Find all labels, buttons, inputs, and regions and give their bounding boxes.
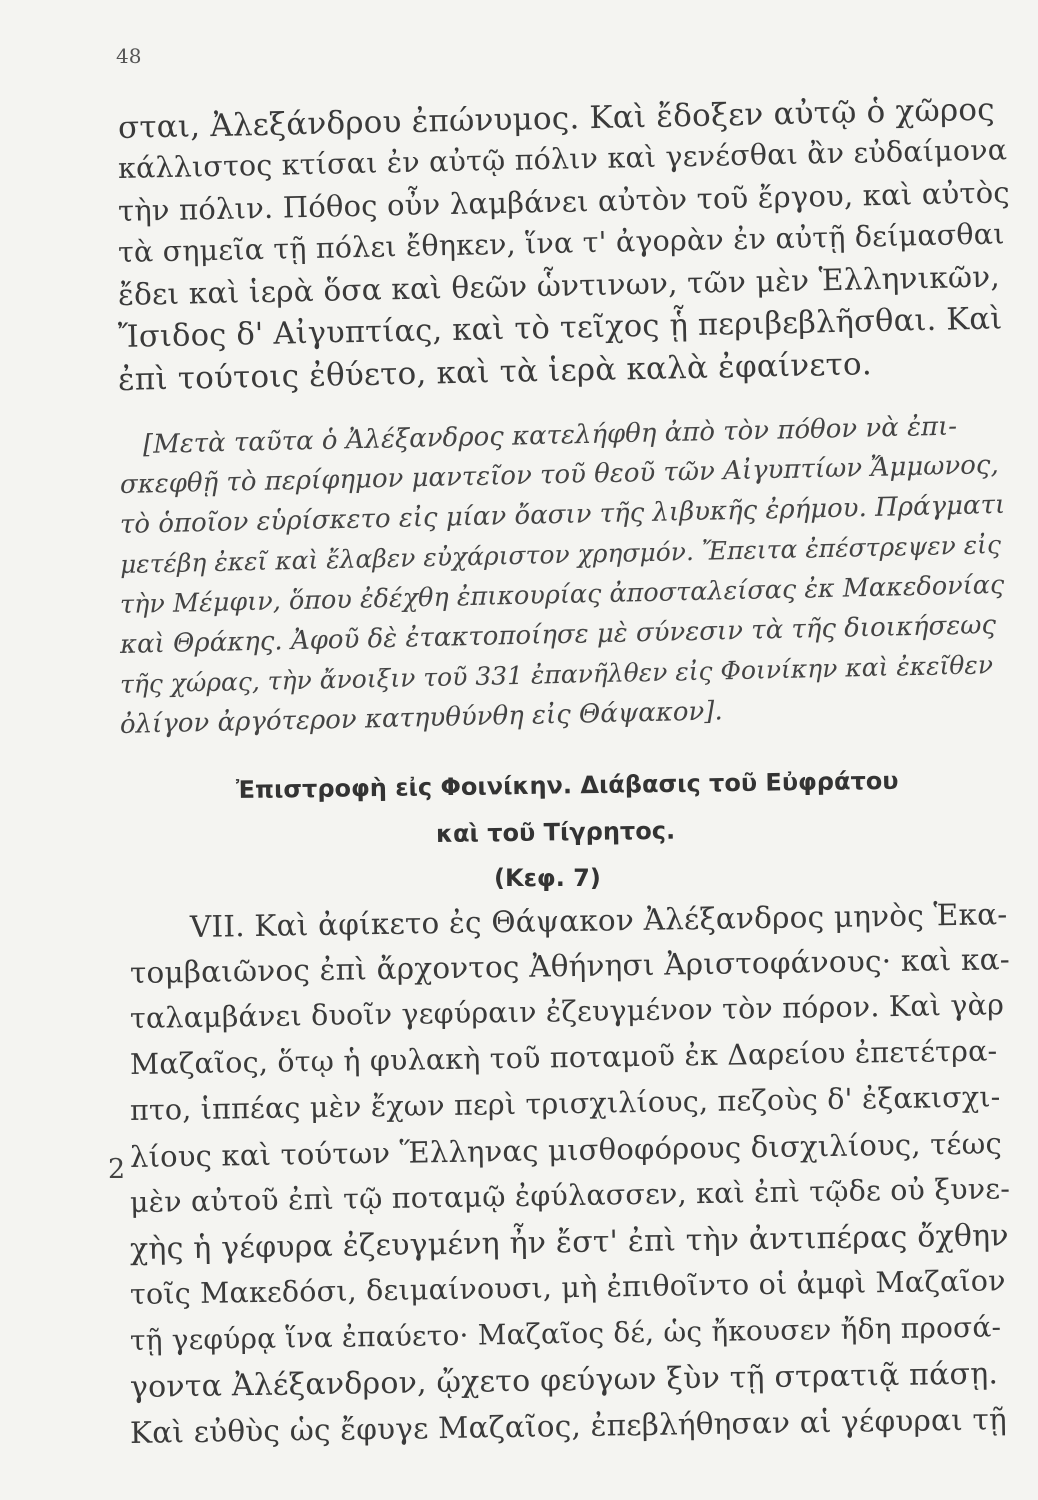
text-line: πτο, ἱππέας μὲν ἔχων περὶ τρισχιλίους, πεζοὺς δ' ἐξακισχι- bbox=[129, 1080, 1001, 1127]
text-line: ἐπὶ τούτοις ἐθύετο, καὶ τὰ ἱερὰ καλὰ ἐφαίνετο. bbox=[117, 346, 873, 398]
text-line: τὴν Μέμφιν, ὅπου ἐδέχθη ἐπικουρίας ἀποσταλείσας ἐκ Μακεδονίας bbox=[119, 569, 1005, 620]
text-line: ἔδει καὶ ἱερὰ ὅσα καὶ θεῶν ὧντινων, τῶν μὲν Ἑλληνικῶν, bbox=[117, 259, 1001, 312]
text-line: καὶ Θράκης. Ἀφοῦ δὲ ἐτακτοποίησε μὲ σύνεσιν τὰ τῆς διοικήσεως bbox=[119, 610, 997, 660]
text-line: σται, Ἀλεξάνδρου ἐπώνυμος. Καὶ ἔδοξεν αὐτῷ ὁ χῶρος bbox=[117, 91, 996, 146]
text-line: λίους καὶ τούτων Ἕλληνας μισθοφόρους δισχιλίους, τέως bbox=[129, 1126, 1003, 1174]
text-line: τὸ ὁποῖον εὑρίσκετο εἰς μίαν ὄασιν τῆς λιβυκῆς ἐρήμου. Πράγματι bbox=[119, 489, 1006, 540]
text-line: τῇ γεφύρᾳ ἵνα ἐπαύετο· Μαζαῖος δέ, ὡς ἤκουσεν ἤδη προσά- bbox=[129, 1310, 1002, 1357]
text-line: ὀλίγον ἀργότερον κατηυθύνθη εἰς Θάψακον]. bbox=[119, 696, 723, 740]
heading-line-1: Ἐπιστροφὴ εἰς Φοινίκην. Διάβασις τοῦ Εὐφράτου bbox=[235, 766, 899, 804]
text-line: γοντα Ἀλέξανδρον, ᾤχετο φεύγων ξὺν τῇ στρατιᾷ πάσῃ. bbox=[129, 1356, 999, 1405]
text-line: VII. Καὶ ἀφίκετο ἐς Θάψακον Ἀλέξανδρος μηνὸς Ἑκα- bbox=[189, 897, 1008, 944]
text-line: Καὶ εὐθὺς ὡς ἔφυγε Μαζαῖος, ἐπεβλήθησαν αἱ γέφυραι τῇ bbox=[129, 1402, 1008, 1450]
text-line: χὴς ἡ γέφυρα ἐζευγμένη ἦν ἔστ' ἐπὶ τὴν ἀντιπέρας ὄχθην bbox=[129, 1218, 1009, 1267]
text-line: σκεφθῇ τὸ περίφημον μαντεῖον τοῦ θεοῦ τῶν Αἰγυπτίων Ἄμμωνος, bbox=[119, 450, 1000, 500]
text-line: ταλαμβάνει δυοῖν γεφύραιν ἐζευγμένον τὸν πόρον. Καὶ γὰρ bbox=[129, 988, 1005, 1035]
text-line: μὲν αὐτοῦ ἐπὶ τῷ ποταμῷ ἐφύλασσεν, καὶ ἐπὶ τῷδε οὐ ξυνε- bbox=[129, 1172, 1011, 1219]
text-line: τοῖς Μακεδόσι, δειμαίνουσι, μὴ ἐπιθοῖντο οἱ ἀμφὶ Μαζαῖον bbox=[129, 1264, 1006, 1311]
text-line: τομβαιῶνος ἐπὶ ἄρχοντος Ἀθήνησι Ἀριστοφάνους· καὶ κα- bbox=[129, 942, 1011, 990]
text-line: κάλλιστος κτίσαι ἐν αὐτῷ πόλιν καὶ γενέσθαι ἂν εὐδαίμονα bbox=[117, 133, 1008, 185]
page-number: 48 bbox=[116, 44, 142, 68]
text-line: [Μετὰ ταῦτα ὁ Ἀλέξανδρος κατελήφθη ἀπὸ τὸν πόθον νὰ ἐπι- bbox=[142, 411, 958, 460]
text-line: μετέβη ἐκεῖ καὶ ἔλαβεν εὐχάριστον χρησμόν. Ἔπειτα ἐπέστρεψεν εἰς bbox=[119, 530, 1002, 579]
chapter-reference: (Κεφ. 7) bbox=[494, 864, 601, 892]
heading-line-2: καὶ τοῦ Τίγρητος. bbox=[435, 816, 676, 848]
text-line: τῆς χώρας, τὴν ἄνοιξιν τοῦ 331 ἐπανῆλθεν εἰς Φοινίκην καὶ ἐκεῖθεν bbox=[119, 650, 994, 699]
text-line: τὴν πόλιν. Πόθος οὖν λαμβάνει αὐτὸν τοῦ ἔργου, καὶ αὐτὸς bbox=[117, 175, 1011, 228]
text-line: Ἴσιδος δ' Αἰγυπτίας, καὶ τὸ τεῖχος ᾗ περιβεβλῆσθαι. Καὶ bbox=[117, 301, 1003, 355]
text-line: Μαζαῖος, ὅτῳ ἡ φυλακὴ τοῦ ποταμοῦ ἐκ Δαρείου ἐπετέτρα- bbox=[129, 1034, 998, 1081]
text-line: τὰ σημεῖα τῇ πόλει ἔθηκεν, ἵνα τ' ἀγορὰν ἐν αὐτῇ δείμασθαι bbox=[117, 217, 1005, 269]
section-marker: 2 bbox=[108, 1154, 126, 1185]
